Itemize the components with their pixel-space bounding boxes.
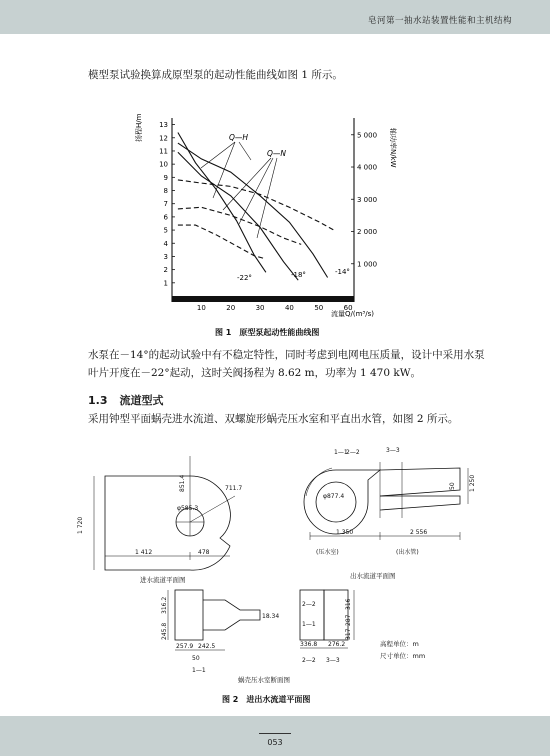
outlet-h2: 50	[449, 482, 456, 490]
section-v2: 245.8	[161, 622, 168, 640]
section-v3: 18.34	[262, 613, 280, 620]
outlet-pipe-upper	[380, 468, 460, 496]
section-label-2-2: 2—2	[302, 601, 316, 608]
section-c1: 336.8	[300, 641, 318, 648]
section-number: 1.3	[88, 394, 108, 407]
page-number: 053	[267, 738, 283, 747]
annotation-leaders	[201, 142, 277, 238]
section-r1: 316	[345, 598, 352, 610]
inlet-dim-1: 1 412	[135, 549, 153, 556]
section-b2: 242.5	[198, 643, 216, 650]
y-left-tick-label: 12	[159, 134, 168, 143]
intro-paragraph: 模型泵试验换算成原型泵的起动性能曲线如图 1 所示。	[88, 69, 343, 81]
section-b1: 257.9	[176, 643, 194, 650]
paragraph-2: 采用钟型平面蜗壳进水流道、双螺旋形蜗壳压水室和平直出水管，如图 2 所示。	[88, 413, 459, 425]
outlet-sec-1: 1—1	[334, 449, 348, 456]
outlet-h1: 1 250	[469, 474, 476, 492]
inlet-plan-label: 进水流道平面图	[140, 576, 186, 584]
x-tick-label: 40	[284, 304, 294, 312]
flow-passage-drawing	[77, 440, 480, 696]
section-middle-block	[300, 590, 324, 640]
x-tick-label: 50	[314, 304, 324, 312]
section-r3: 317	[345, 628, 352, 640]
y-right-tick-label: 2 000	[357, 228, 378, 237]
x-tick-label: 60	[343, 304, 353, 312]
y-right-tick-label: 3 000	[357, 195, 378, 204]
section-v1: 316.2	[161, 596, 168, 614]
y-right-tick-label: 1 000	[357, 260, 378, 269]
series-line	[178, 143, 328, 277]
outlet-len-1: 1 350	[336, 529, 354, 536]
inlet-r2: 711.7	[225, 485, 243, 492]
section-label-1-1b: 1—1	[302, 621, 316, 628]
section-title: 流道型式	[119, 394, 164, 407]
x-tick-label: 10	[196, 304, 206, 312]
y-left-tick-label: 2	[163, 266, 168, 275]
page-number-rule	[259, 733, 291, 734]
page-footer	[0, 716, 550, 756]
y-left-tick-label: 4	[163, 239, 168, 248]
paragraph-1-line-1: 水泵在－14°的起动试验中有不稳定特性，同时考虑到电网电压质量，设计中采用水泵	[88, 349, 485, 361]
qh-annotation: Q—H	[229, 133, 249, 142]
inlet-r1: 851.4	[179, 474, 186, 492]
angle-22-label: -22°	[237, 274, 252, 282]
running-title: 皂河第一抽水站装置性能和主机结构	[367, 16, 512, 26]
qn-annotation: Q—N	[267, 149, 287, 158]
section-label-1-1: 1—1	[192, 667, 206, 674]
page-header	[0, 0, 550, 34]
section-label-3-3: 3—3	[326, 657, 340, 664]
section-b3: 50	[192, 655, 200, 662]
y-axis-left-label: 扬程H/m	[135, 113, 143, 142]
startup-performance-chart	[135, 98, 405, 320]
units-size: 尺寸单位：mm	[380, 652, 426, 660]
series-line	[178, 152, 298, 280]
section-r2: 287	[345, 614, 352, 626]
figure1-caption: 图 1 原型泵起动性能曲线图	[215, 328, 320, 337]
y-left-tick-label: 3	[163, 252, 168, 261]
x-tick-label: 30	[255, 304, 265, 312]
inlet-dim-2: 478	[198, 549, 210, 556]
outlet-pipe-lower	[380, 496, 460, 510]
angle-14-label: -14°	[335, 268, 350, 276]
angle-18-label: -18°	[291, 271, 306, 279]
outlet-sec-3: 3—3	[386, 447, 400, 454]
y-right-tick-label: 5 000	[357, 131, 378, 140]
x-axis-label: 流量Q/(m³/s)	[331, 310, 374, 318]
y-left-tick-label: 10	[159, 160, 168, 169]
series-line	[178, 225, 266, 259]
paragraph-1-line-2: 叶片开度在－22°起动，这时关阀扬程为 8.62 m，功率为 1 470 kW。	[88, 367, 422, 379]
units-elevation: 高程单位：m	[380, 640, 419, 648]
y-left-tick-label: 1	[163, 279, 168, 288]
inlet-width-total: 1 720	[77, 516, 84, 534]
section-left-block	[175, 590, 203, 640]
inlet-phi: φ585.3	[177, 505, 199, 512]
section-heading	[88, 392, 164, 408]
section-label-2-2b: 2—2	[302, 657, 316, 664]
x-tick-label: 20	[226, 304, 236, 312]
series-line	[178, 133, 266, 273]
section-c2: 276.2	[328, 641, 346, 648]
outlet-len-2: 2 556	[410, 529, 428, 536]
y-axis-right-label: 轴功率N/kW	[389, 128, 397, 168]
volute-outline	[304, 470, 380, 534]
outlet-sub-1: (压水室)	[316, 549, 339, 556]
figure2-caption: 图 2 进出水流道平面图	[222, 695, 311, 704]
outlet-sub-2: (出水管)	[396, 549, 419, 556]
outlet-plan-label: 出水流道平面图	[350, 572, 396, 580]
y-left-tick-label: 9	[163, 173, 168, 182]
y-left-tick-label: 11	[159, 147, 168, 156]
y-right-tick-label: 4 000	[357, 163, 378, 172]
section-bell	[203, 600, 260, 630]
y-left-tick-label: 6	[163, 213, 168, 222]
section-view-label: 蜗壳压水室断面图	[238, 676, 290, 684]
outlet-sec-2: 2—2	[346, 449, 360, 456]
x-axis	[172, 296, 354, 302]
volute-inner-circle	[316, 482, 356, 522]
y-left-tick-label: 5	[163, 226, 168, 235]
outlet-phi: φ877.4	[323, 493, 345, 500]
y-left-tick-label: 13	[159, 121, 168, 130]
y-left-tick-label: 7	[163, 200, 168, 209]
y-left-tick-label: 8	[163, 187, 168, 196]
